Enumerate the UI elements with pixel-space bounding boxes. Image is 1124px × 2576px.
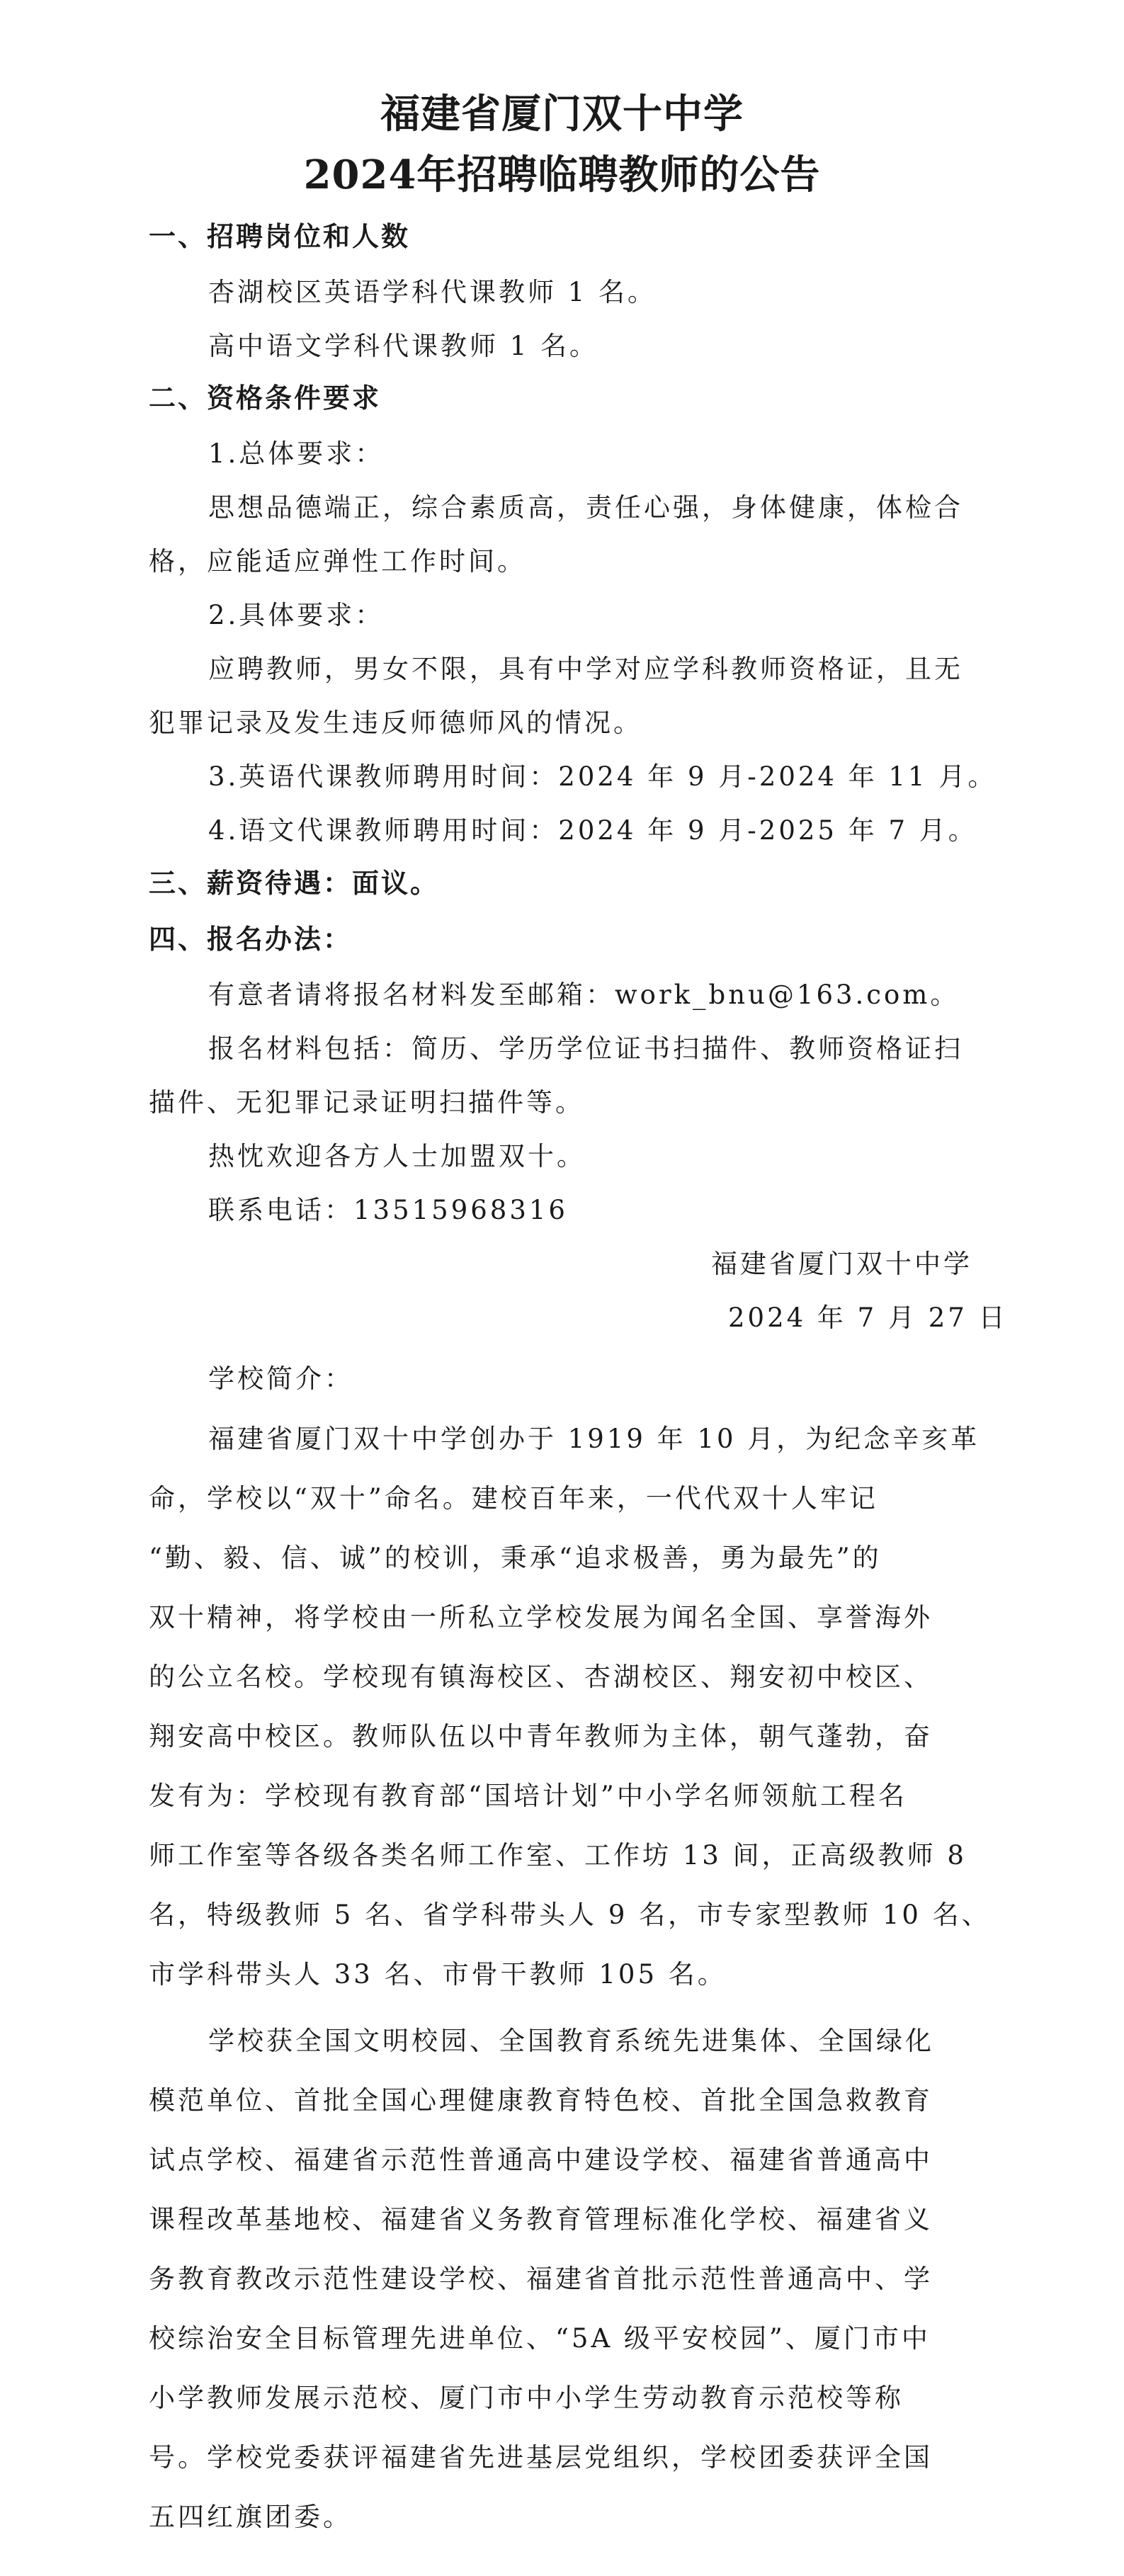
section-4-phone: 联系电话：13515968316 [208,1195,568,1225]
signature-date: 2024 年 7 月 27 日 [728,1303,1008,1333]
section-2-sub3: 3.英语代课教师聘用时间：2024 年 9 月-2024 年 11 月。 [208,761,997,792]
intro-para-2-line: 模范单位、首批全国心理健康教育特色校、首批全国急救教育 [149,2085,933,2116]
intro-para-2-line: 五四红旗团委。 [149,2502,352,2532]
intro-para-2-line: 试点学校、福建省示范性普通高中建设学校、福建省普通高中 [149,2145,933,2175]
section-4-materials-line-2: 描件、无犯罪记录证明扫描件等。 [149,1087,584,1118]
intro-para-2-line: 校综治安全目标管理先进单位、“5A 级平安校园”、厦门市中 [149,2323,931,2354]
section-2-sub1-line-2: 格，应能适应弹性工作时间。 [149,546,526,577]
intro-para-1-line: 福建省厦门双十中学创办于 1919 年 10 月，为纪念辛亥革 [208,1424,980,1454]
section-2-sub2-label: 2.具体要求： [208,600,385,630]
intro-para-1-line: 师工作室等各级各类名师工作室、工作坊 13 间，正高级教师 8 [149,1840,967,1871]
section-3-heading: 三、薪资待遇：面议。 [149,868,440,899]
intro-label: 学校简介： [208,1363,353,1394]
signature-school: 福建省厦门双十中学 [711,1249,972,1279]
intro-para-2-line: 小学教师发展示范校、厦门市中小学生劳动教育示范校等称 [149,2383,904,2413]
intro-para-1-line: 双十精神，将学校由一所私立学校发展为闻名全国、享誉海外 [149,1602,933,1633]
intro-para-1-line: 发有为：学校现有教育部“国培计划”中小学名师领航工程名 [149,1781,907,1811]
intro-para-1-line: 名，特级教师 5 名、省学科带头人 9 名，市专家型教师 10 名、 [149,1900,991,1930]
section-1-item-2: 高中语文学科代课教师 1 名。 [208,331,599,361]
intro-para-2-line: 务教育教改示范性建设学校、福建省首批示范性普通高中、学 [149,2264,933,2294]
section-2-heading: 二、资格条件要求 [149,382,382,414]
intro-para-1-line: 命，学校以“双十”命名。建校百年来，一代代双十人牢记 [149,1483,878,1514]
section-2-sub1-label: 1.总体要求： [208,438,385,469]
intro-para-2-line: 号。学校党委获评福建省先进基层党组织，学校团委获评全国 [149,2442,933,2473]
intro-para-1-line: “勤、毅、信、诚”的校训，秉承“追求极善，勇为最先”的 [149,1543,882,1573]
section-4-email-line: 有意者请将报名材料发至邮箱：work_bnu@163.com。 [208,980,960,1010]
intro-para-2-line: 课程改革基地校、福建省义务教育管理标准化学校、福建省义 [149,2204,933,2235]
title-line-1: 福建省厦门双十中学 [380,91,744,137]
title-line-2: 2024年招聘临聘教师的公告 [303,152,821,198]
section-4-heading: 四、报名办法： [149,924,353,955]
section-1-heading: 一、招聘岗位和人数 [149,221,411,252]
intro-para-1-line: 市学科带头人 33 名、市骨干教师 105 名。 [149,1959,727,1990]
intro-para-1-line: 翔安高中校区。教师队伍以中青年教师为主体，朝气蓬勃，奋 [149,1721,933,1752]
section-2-sub2-line-1: 应聘教师，男女不限，具有中学对应学科教师资格证，且无 [208,654,963,684]
section-4-materials-line-1: 报名材料包括：简历、学历学位证书扫描件、教师资格证扫 [208,1033,963,1064]
section-2-sub2-line-2: 犯罪记录及发生违反师德师风的情况。 [149,708,642,738]
section-2-sub4: 4.语文代课教师聘用时间：2024 年 9 月-2025 年 7 月。 [208,815,977,846]
intro-para-1-line: 的公立名校。学校现有镇海校区、杏湖校区、翔安初中校区、 [149,1662,933,1692]
section-1-item-1: 杏湖校区英语学科代课教师 1 名。 [208,277,657,307]
section-2-sub1-line-1: 思想品德端正，综合素质高，责任心强，身体健康，体检合 [208,492,963,523]
intro-para-2-line: 学校获全国文明校园、全国教育系统先进集体、全国绿化 [208,2026,934,2056]
section-4-welcome: 热忱欢迎各方人士加盟双十。 [208,1141,586,1171]
